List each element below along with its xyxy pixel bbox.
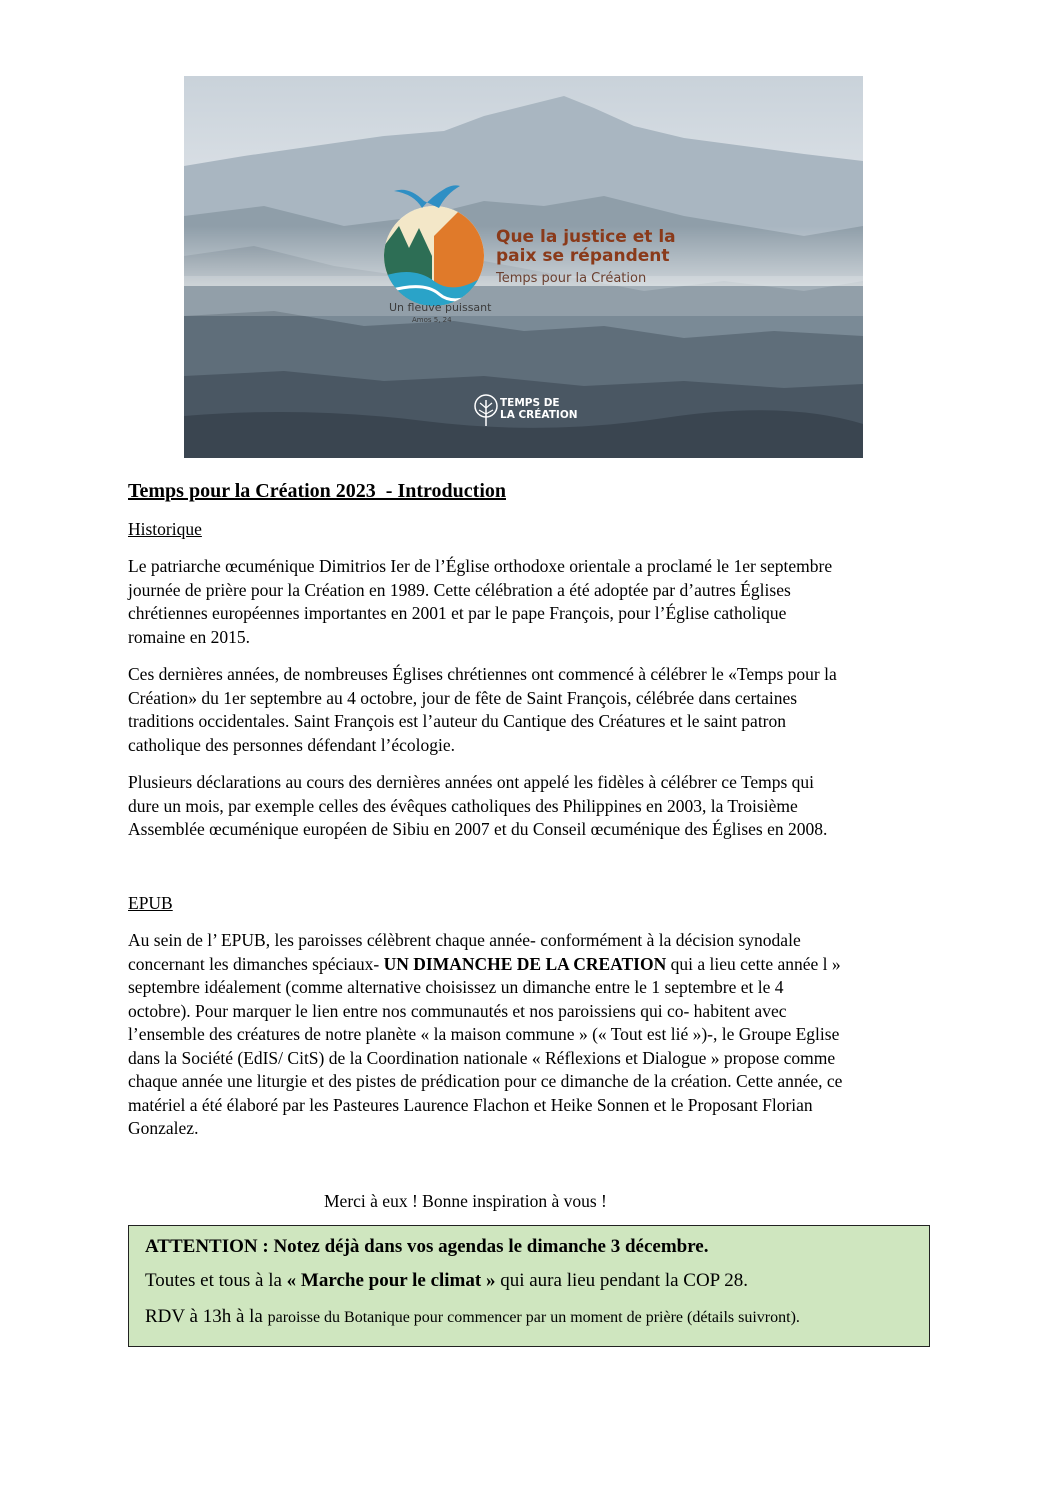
text-line: traditions occidentales. Saint François est l’auteur du Cantique des Créatures et le saint patron	[128, 711, 787, 731]
text-line: septembre idéalement (comme alternative choisissez un dimanche entre le 1 septembre et le 4	[128, 977, 784, 997]
text-fragment: qui a lieu cette année l »	[666, 953, 841, 974]
text-line: journée de prière pour la Création en 1989. Cette célébration a été adoptée par d’autres Églises	[128, 579, 791, 600]
notice-box	[128, 1225, 930, 1347]
notice-attention: ATTENTION : Notez déjà dans vos agendas le dimanche 3 décembre.	[145, 1236, 709, 1257]
text-fragment: concernant les dimanches spéciaux-	[128, 953, 384, 974]
text-line: Plusieurs déclarations au cours des dernières années ont appelé les fidèles à célébrer ce Temps qui	[128, 772, 815, 792]
text-line: Création» du 1er septembre au 4 octobre, jour de fête de Saint François, célébrée dans certaines	[128, 687, 798, 708]
text-line: Au sein de l’ EPUB, les paroisses célèbrent chaque année- conformément à la décision synodale	[128, 930, 801, 950]
text-line: dans la Société (EdIS/ CitS) de la Coordination nationale « Réflexions et Dialogue » propose comme	[128, 1047, 836, 1068]
banner-image	[184, 76, 863, 458]
text-line: matériel a été élaboré par les Pasteures Laurence Flachon et Heike Sonnen et le Proposant Florian	[128, 1094, 813, 1115]
text-fragment: paroisse du Botanique pour commencer par un moment de prière (détails suivront).	[267, 1309, 800, 1326]
notice-march	[145, 1270, 748, 1292]
document-title: Temps pour la Création 2023 - Introduction	[128, 480, 507, 502]
org-name-line2: LA CRÉATION	[500, 409, 578, 421]
text-line	[128, 953, 928, 977]
org-name	[500, 397, 578, 421]
banner-subheadline: Temps pour la Création	[496, 271, 647, 286]
section-heading-historique: Historique	[128, 519, 202, 539]
banner-theme: Un fleuve puissant	[389, 301, 492, 314]
text-fragment: RDV à 13h à la	[145, 1306, 268, 1327]
text-line: chrétiennes européennes importantes en 2001 et par le pape François, pour l’Église catholique	[128, 603, 787, 623]
emphasis-climate-march: « Marche pour le climat »	[286, 1270, 496, 1291]
text-line: octobre). Pour marquer le lien entre nos communautés et nos paroissiens qui co- habitent avec	[128, 1000, 787, 1021]
text-line: Le patriarche œcuménique Dimitrios Ier de l’Église orthodoxe orientale a proclamé le 1er septembre	[128, 556, 833, 576]
org-logo	[474, 394, 498, 428]
text-line: catholique des personnes défendant l’écologie.	[128, 734, 456, 755]
text-line: chaque année une liturgie et des pistes de prédication pour ce dimanche de la création. Cette année, ce	[128, 1071, 843, 1091]
emphasis-creation-sunday: UN DIMANCHE DE LA CREATION	[383, 953, 667, 974]
text-line: dure un mois, par exemple celles des évêques catholiques des Philippines en 2003, la Troisième	[128, 795, 798, 816]
thanks-line: Merci à eux ! Bonne inspiration à vous !	[324, 1191, 607, 1211]
paragraph-historique-3	[128, 771, 928, 842]
text-line: romaine en 2015.	[128, 626, 250, 647]
banner-headline	[496, 228, 676, 266]
text-line: Assemblée œcuménique européen de Sibiu en 2007 et du Conseil œcuménique des Églises en 2008.	[128, 819, 828, 839]
text-line: l’ensemble des créatures de notre planète « la maison commune » (« Tout est lié »)-, le Groupe Eglise	[128, 1024, 840, 1044]
section-heading-epub: EPUB	[128, 893, 173, 913]
notice-rdv	[145, 1306, 800, 1328]
banner-headline-line1: Que la justice et la	[496, 227, 676, 247]
text-line: Ces dernières années, de nombreuses Églises chrétiennes ont commencé à célébrer le «Temps pour la	[128, 664, 837, 684]
paragraph-historique-1	[128, 555, 928, 649]
banner-headline-line2: paix se répandent	[496, 246, 670, 266]
text-fragment: qui aura lieu pendant la COP 28.	[495, 1270, 749, 1291]
text-fragment: Toutes et tous à la	[145, 1270, 287, 1291]
banner-reference: Amos 5, 24	[412, 316, 452, 324]
text-line: Gonzalez.	[128, 1118, 199, 1138]
paragraph-epub	[128, 929, 928, 1141]
tree-icon	[474, 394, 498, 428]
paragraph-historique-2	[128, 663, 928, 757]
org-name-line1: TEMPS DE	[500, 397, 560, 409]
